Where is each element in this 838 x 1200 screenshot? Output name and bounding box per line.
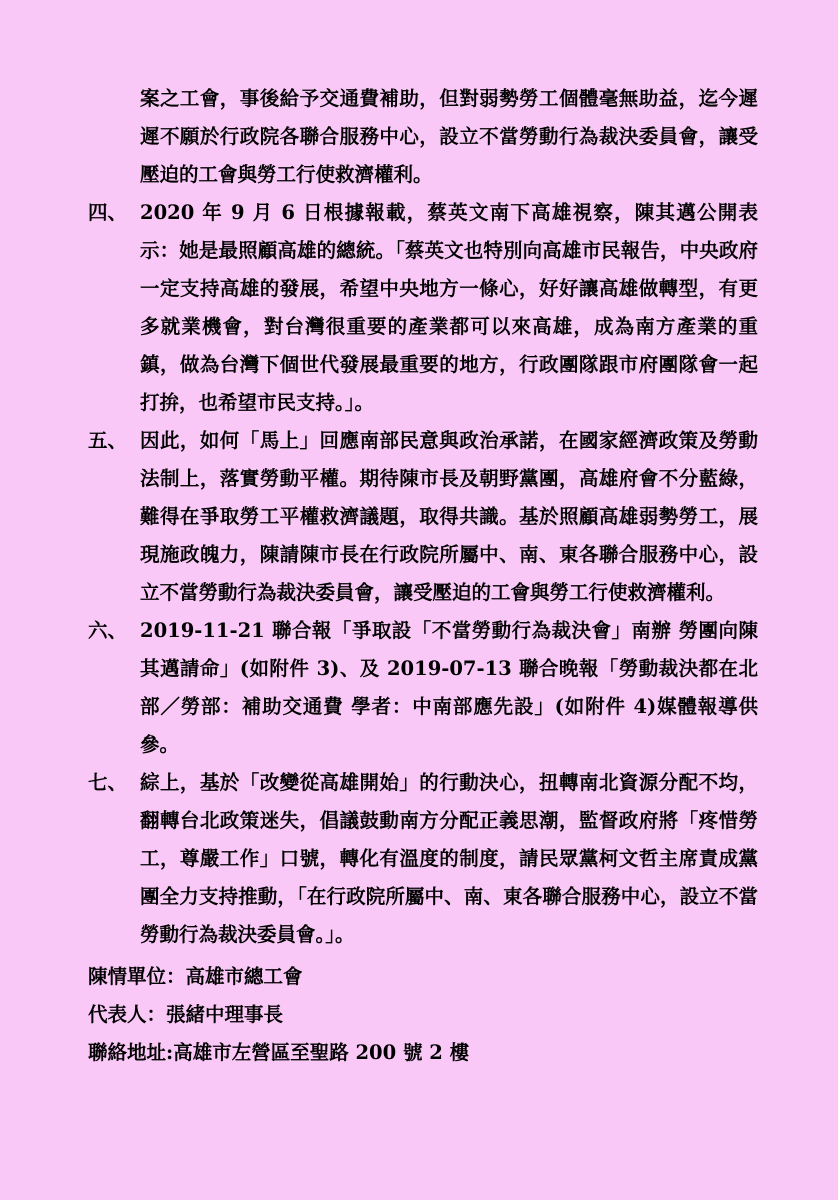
continuation-paragraph: 案之工會，事後給予交通費補助，但對弱勢勞工個體毫無助益，迄今遲遲不願於行政院各聯合服務中心，設立不當勞動行為裁決委員會，讓受壓迫的工會與勞工行使救濟權利。 — [140, 87, 758, 186]
item-number: 四、 — [88, 201, 128, 224]
representative: 代表人：張緒中理事長 — [88, 1003, 284, 1026]
item-number: 七、 — [88, 771, 128, 794]
item-number: 六、 — [88, 619, 128, 642]
signature-block — [88, 958, 758, 1072]
item-text: 因此，如何「馬上」回應南部民意與政治承諾，在國家經濟政策及勞動法制上，落實勞動平權。期待陳市長及朝野黨團，高雄府會不分藍綠，難得在爭取勞工平權救濟議題，取得共識。基於照顧高雄弱勢勞工，展現施政魄力，陳請陳市長在行政院所屬中、南、東各聯合服務中心，設立不當勞動行為裁決委員會，讓受壓迫的工會與勞工行使救濟權利。 — [140, 429, 758, 604]
list-item-6 — [88, 612, 758, 764]
list-item-5 — [88, 422, 758, 612]
item-text: 綜上，基於「改變從高雄開始」的行動決心，扭轉南北資源分配不均，翻轉台北政策迷失，倡議鼓動南方分配正義思潮，監督政府將「疼惜勞工，尊嚴工作」口號，轉化有溫度的制度，請民眾黨柯文哲主席責成黨團全力支持推動，「在行政院所屬中、南、東各聯合服務中心，設立不當勞動行為裁決委員會。」。 — [140, 771, 758, 946]
list-item-7 — [88, 764, 758, 954]
item-text: 2020 年 9 月 6 日根據報載，蔡英文南下高雄視察，陳其邁公開表示：她是最照顧高雄的總統。「蔡英文也特別向高雄市民報告，中央政府一定支持高雄的發展，希望中央地方一條心，好好讓高雄做轉型，有更多就業機會，對台灣很重要的產業都可以來高雄，成為南方產業的重鎮，做為台灣下個世代發展最重要的地方，行政團隊跟市府團隊會一起打拚，也希望市民支持。」。 — [140, 201, 758, 414]
contact-address: 聯絡地址:高雄市左營區至聖路 200 號 2 樓 — [88, 1041, 470, 1064]
item-number: 五、 — [88, 429, 128, 452]
list-item-4 — [88, 194, 758, 422]
item-text: 2019-11-21 聯合報「爭取設「不當勞動行為裁決會」南辦 勞團向陳其邁請命」(如附件 3)、及 2019-07-13 聯合晚報「勞動裁決都在北部／勞部：補助交通費 學者：中南部應先設」(如附件 4)媒體報導供參。 — [140, 619, 758, 756]
petition-unit: 陳情單位：高雄市總工會 — [88, 965, 303, 988]
